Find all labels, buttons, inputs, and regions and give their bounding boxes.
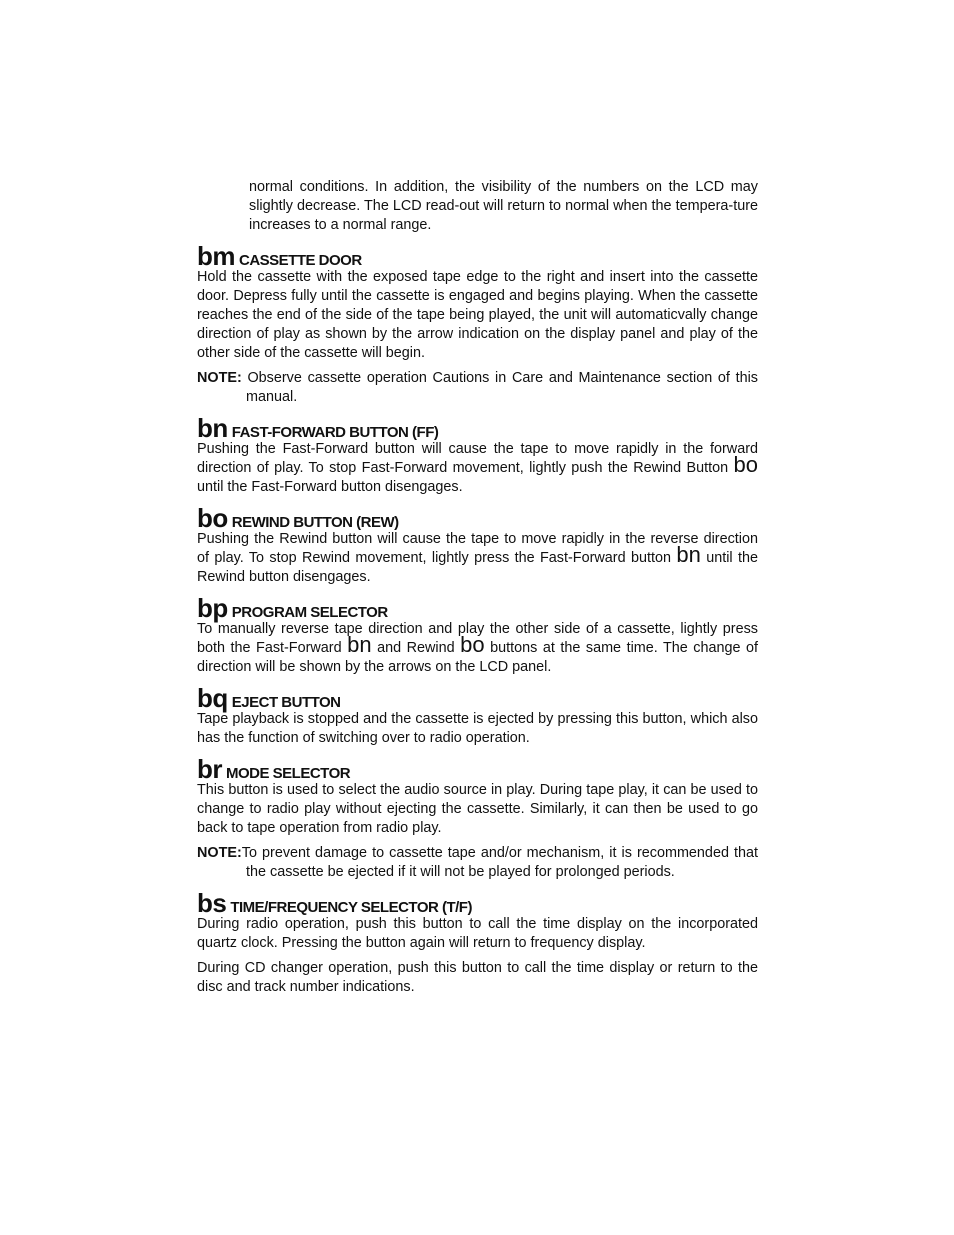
section-title: TIME/FREQUENCY SELECTOR (T/F) bbox=[230, 899, 472, 916]
section-title: FAST-FORWARD BUTTON (FF) bbox=[231, 424, 439, 441]
note bbox=[197, 844, 758, 882]
section-eject bbox=[197, 683, 758, 748]
note-label: NOTE: bbox=[197, 845, 242, 861]
section-number: bp bbox=[197, 593, 228, 623]
section-title: CASSETTE DOOR bbox=[239, 252, 362, 269]
section-mode-selector bbox=[197, 754, 758, 882]
section-number: bo bbox=[197, 503, 228, 533]
section-heading bbox=[197, 754, 758, 784]
section-heading bbox=[197, 593, 758, 623]
note bbox=[197, 369, 758, 407]
section-heading bbox=[197, 683, 758, 713]
section-number: bm bbox=[197, 241, 235, 271]
section-cassette-door bbox=[197, 241, 759, 407]
section-program-selector bbox=[197, 593, 759, 677]
section-heading bbox=[197, 503, 758, 533]
note-text: To prevent damage to cassette tape and/or mechanism, it is recommended that the cassette be ejected if it will not be played for prolonged periods. bbox=[241, 845, 758, 880]
section-number: bn bbox=[197, 413, 228, 443]
body-text: and Rewind bbox=[377, 640, 455, 656]
body-text: To manually reverse tape direction and play the other side of a cassette, lightly press both the Fast-Forward bbox=[197, 621, 758, 656]
item-reference: bn bbox=[347, 632, 372, 657]
section-body: Tape playback is stopped and the cassette is ejected by pressing this button, which also has the function of switching over to radio operation. bbox=[197, 711, 758, 746]
section-body bbox=[197, 440, 758, 497]
section-body bbox=[197, 620, 758, 677]
body-text: until the Fast-Forward button disengages. bbox=[197, 479, 463, 495]
body-text: until the Rewind button disengages. bbox=[197, 550, 759, 585]
section-number: br bbox=[197, 754, 222, 784]
item-reference: bn bbox=[676, 542, 701, 567]
section-body: During CD changer operation, push this button to call the time display or return to the disc and track number indications. bbox=[197, 960, 758, 995]
section-number: bq bbox=[197, 683, 228, 713]
section-body: Hold the cassette with the exposed tape edge to the right and insert into the cassette door. Depress fully until the cassette is engaged and begins playing. When the cassette reaches the end of the side of the tape being played, the unit will automaticvally change direction of play as shown by the arrow indication on the display panel and play of the other side of the cassette will begin. bbox=[197, 269, 758, 361]
note-label: NOTE: bbox=[197, 370, 242, 386]
section-heading bbox=[197, 413, 758, 443]
continuation-paragraph: normal conditions. In addition, the visibility of the numbers on the LCD may slightly decrease. The LCD read-out will return to normal when the tempera-ture increases to a normal range. bbox=[249, 179, 758, 233]
section-heading bbox=[197, 241, 758, 271]
section-heading bbox=[197, 888, 758, 918]
manual-page bbox=[197, 178, 758, 997]
section-fast-forward bbox=[197, 413, 758, 497]
section-body: This button is used to select the audio source in play. During tape play, it can be used to change to radio play without ejecting the cassette. Similarly, it can then be used to go back to tape operation from radio play. bbox=[197, 782, 758, 836]
section-number: bs bbox=[197, 888, 227, 918]
section-body: During radio operation, push this button to call the time display on the incorporated quartz clock. Pressing the button again will return to frequency display. bbox=[197, 916, 758, 951]
section-title: EJECT BUTTON bbox=[231, 694, 341, 711]
item-reference: bo bbox=[733, 452, 758, 477]
section-body bbox=[197, 530, 758, 587]
item-reference: bo bbox=[460, 632, 485, 657]
section-rewind bbox=[197, 503, 759, 587]
note-text: Observe cassette operation Cautions in Care and Maintenance section of this manual. bbox=[246, 370, 759, 405]
body-text: Pushing the Rewind button will cause the tape to move rapidly in the reverse direction of play. To stop Rewind movement, lightly press the Fast-Forward button bbox=[197, 531, 758, 566]
body-text: buttons at the same time. The change of direction will be shown by the arrows on the LCD panel. bbox=[197, 640, 759, 675]
section-title: REWIND BUTTON (REW) bbox=[231, 514, 399, 531]
section-title: PROGRAM SELECTOR bbox=[231, 604, 388, 621]
section-time-frequency bbox=[197, 888, 758, 997]
body-text: Pushing the Fast-Forward button will cause the tape to move rapidly in the forward direction of play. To stop Fast-Forward movement, lightly push the Rewind Button bbox=[197, 441, 758, 476]
section-title: MODE SELECTOR bbox=[226, 765, 351, 782]
